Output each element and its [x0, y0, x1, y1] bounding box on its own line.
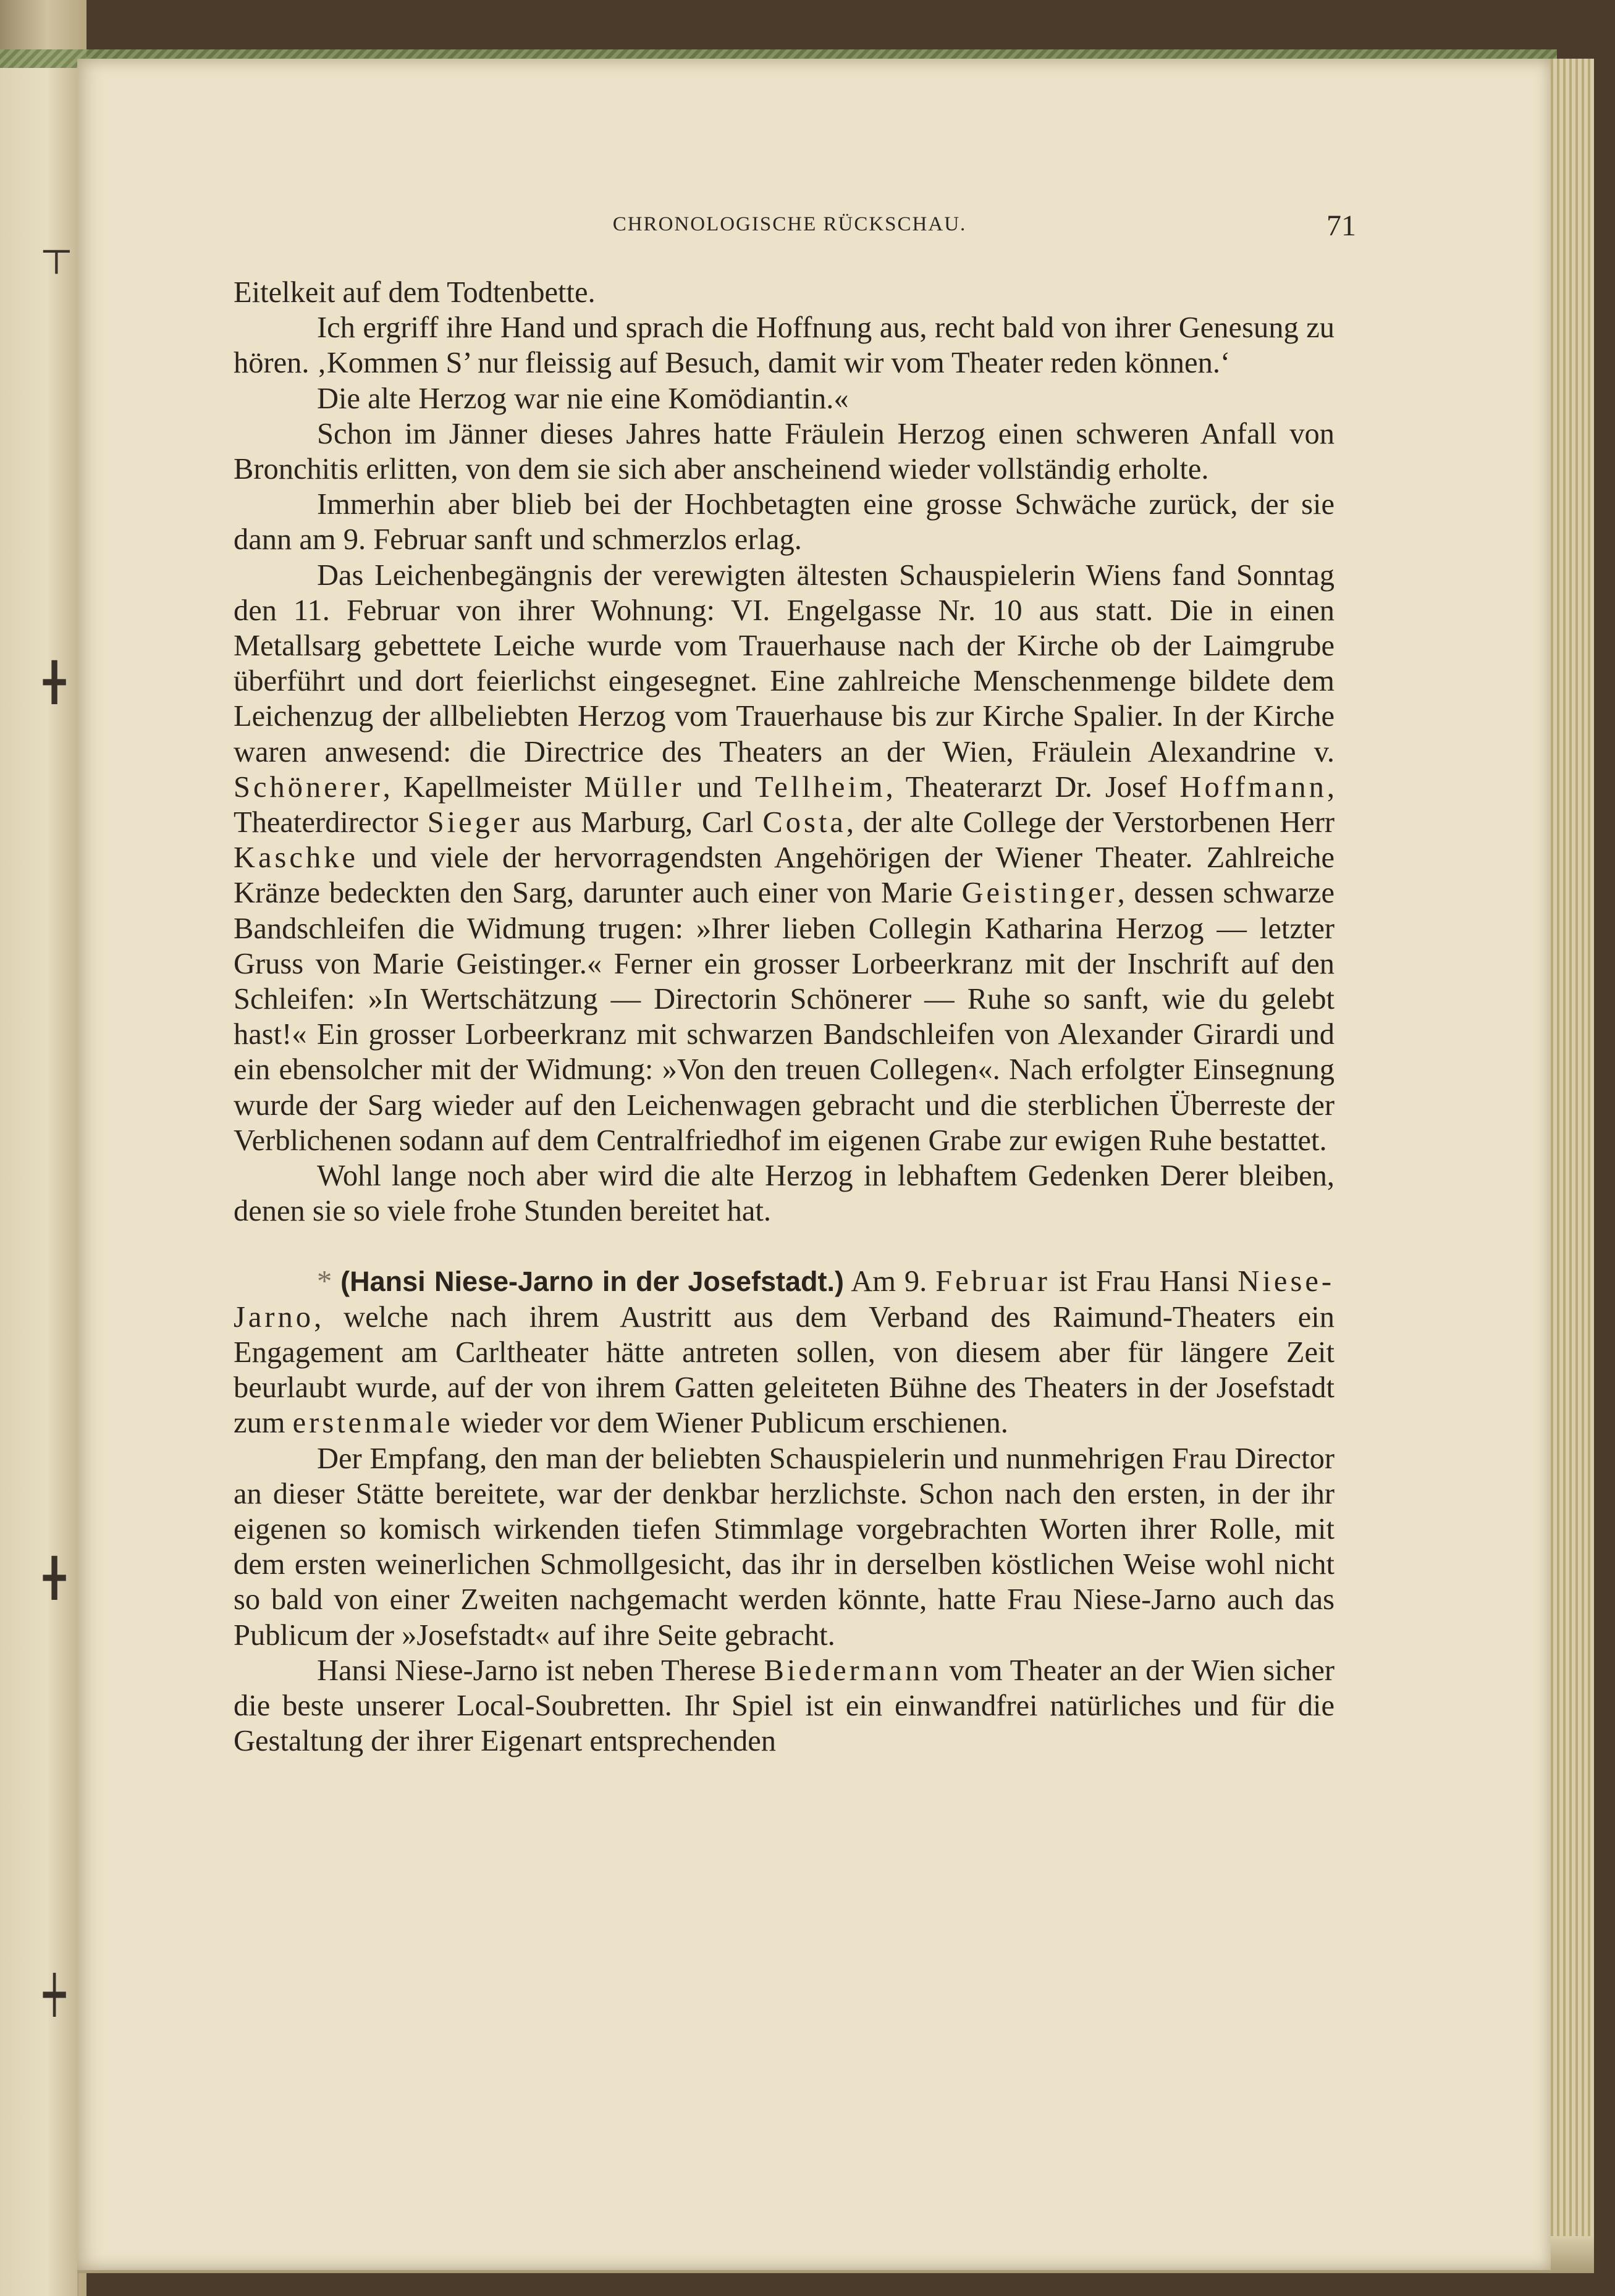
- spaced-name: Müller: [584, 770, 685, 804]
- spaced-name: Kaschke: [234, 841, 358, 875]
- paragraph: Immerhin aber blieb bei der Hochbetagten eine grosse Schwäche zurück, der sie dann am 9. Februar sanft und schmerzlos erlag.: [234, 488, 1335, 557]
- binding-thread-marks: [43, 0, 117, 2296]
- spaced-name: Hoffmann: [1179, 770, 1327, 804]
- text-run: , der alte College der Verstorbenen Herr: [846, 806, 1335, 839]
- spaced-name: Schönerer: [234, 770, 383, 804]
- thread-mark-icon: ╋: [43, 662, 66, 703]
- spaced-name: Geistinger: [961, 877, 1118, 910]
- spaced-name: Niese-Jarno: [234, 1265, 1335, 1334]
- text-run: Das Leichenbegängnis der verewigten ältesten Schauspielerin Wiens fand Sonntag den 11. Februar von ihrer Wohnung: VI. Engelgasse Nr. 10 aus statt. Die in einen Metallsarg gebettete Leiche wurde vom Trauerhause nach der Kirche ob der Laimgrube überführt und dort feierlichst eingesegnet. Eine zahlreiche Menschenmenge bildete dem Leichenzug der allbeliebten Herzog vom Trauerhause bis zur Kirche Spalier. In der Kirche waren anwesend: die Directrice des Theaters an der Wien, Fräulein Alexandrine v.: [234, 558, 1335, 768]
- spaced-name: Costa: [762, 806, 846, 839]
- paragraph: [234, 558, 1335, 1158]
- text-run: , Kapellmeister: [382, 770, 584, 804]
- text-run: vom Theater an der Wien sicher die beste unserer Local-Soubretten. Ihr Spiel ist ein einwandfrei natürliches und für die Gestaltung der ihrer Eigenart entsprechenden: [234, 1654, 1335, 1758]
- paragraph: Ich ergriff ihre Hand und sprach die Hoffnung aus, recht bald von ihrer Genesung zu hören. ‚Kommen S’ nur fleissig auf Besuch, damit wir vom Theater reden können.‘: [234, 311, 1335, 380]
- text-run: und viele der hervorragendsten Angehörigen der Wiener Theater. Zahlreiche Kränze bedeckten den Sarg, darunter auch einer von Marie: [234, 841, 1335, 910]
- text-run: , Theaterdirector: [234, 770, 1335, 839]
- text-run: , Theaterarzt Dr. Josef: [885, 770, 1180, 804]
- text-run: Am 9.: [843, 1265, 936, 1298]
- paragraph: Die alte Herzog war nie eine Komödiantin.«: [317, 382, 849, 415]
- spaced-word: erstenmale: [292, 1407, 453, 1440]
- paragraph: [234, 1653, 1335, 1759]
- text-run: , dessen schwarze Bandschleifen die Widmung trugen: »Ihrer lieben Collegin Katharina Herzog — letzter Gruss von Marie Geistinger.« Ferner ein grosser Lorbeerkranz mit der Inschrift auf den Schleifen: »In Wertschätzung — Directorin Schönerer — Ruhe so sanft, wie du gelebt hast!« Ein grosser Lorbeerkranz mit schwarzen Bandschleifen von Alexander Girardi und ein ebensolcher mit der Widmung: »Von den treuen Collegen«. Nach erfolgter Einsegnung wurde der Sarg wieder auf den Leichenwagen gebracht und die sterblichen Überreste der Verblichenen sodann auf dem Centralfriedhof im eigenen Grabe zur ewigen Ruhe bestattet.: [234, 877, 1335, 1157]
- text-run: , welche nach ihrem Austritt aus dem Verband des Raimund-Theaters ein Engagement am Carltheater hätte antreten sollen, von diesem aber für längere Zeit beurlaubt wurde, auf der von ihrem Gatten geleiteten Bühne des Theaters in der Josefstadt zum: [234, 1300, 1335, 1440]
- paragraph: Eitelkeit auf dem Todtenbette.: [234, 276, 596, 309]
- text-run: ist Frau Hansi: [1050, 1265, 1238, 1298]
- text-run: aus Marburg, Carl: [522, 806, 763, 839]
- spaced-word: Februar: [935, 1265, 1050, 1298]
- running-head: CHRONOLOGISCHE RÜCKSCHAU.: [612, 213, 967, 235]
- section-heading: (Hansi Niese-Jarno in der Josefstadt.): [340, 1266, 844, 1298]
- text-run: wieder vor dem Wiener Publicum erschienen.: [453, 1407, 1008, 1440]
- paragraph: Schon im Jänner dieses Jahres hatte Fräulein Herzog einen schweren Anfall von Bronchitis erlitten, von dem sie sich aber anscheinend wieder vollständig erholte.: [234, 417, 1335, 486]
- spaced-name: Biedermann: [764, 1654, 942, 1687]
- thread-mark-icon: ┬: [43, 230, 70, 271]
- paragraph: Der Empfang, den man der beliebten Schauspielerin und nunmehrigen Frau Director an dieser Stätte bereitete, war der denkbar herzlichste. Schon nach den ersten, in der ihr eigenen so komisch wirkenden tiefen Stimmlage vorgebrachten Worten ihrer Rolle, mit dem ersten weinerlichen Schmollgesicht, das ihr in derselben köstlichen Weise wohl nicht so bald von einer Zweiten nachgemacht werden könnte, hatte Frau Niese-Jarno auch das Publicum der »Josefstadt« auf ihre Seite gebracht.: [234, 1442, 1335, 1652]
- spaced-name: Tellheim: [754, 770, 886, 804]
- text-run: und: [684, 770, 755, 804]
- text-run: Hansi Niese-Jarno ist neben Therese: [317, 1654, 764, 1687]
- page-number: 71: [1326, 209, 1356, 242]
- asterisk-mark: *: [317, 1265, 332, 1298]
- thread-mark-icon: ┿: [43, 1975, 66, 2016]
- body-text: [234, 275, 1335, 1759]
- spaced-name: Sieger: [427, 806, 523, 839]
- paragraph: [234, 1264, 1335, 1440]
- thread-mark-icon: ╋: [43, 1558, 66, 1599]
- paragraph: Wohl lange noch aber wird die alte Herzog in lebhaftem Gedenken Derer bleiben, denen sie so viele frohe Stunden bereitet hat.: [234, 1159, 1335, 1228]
